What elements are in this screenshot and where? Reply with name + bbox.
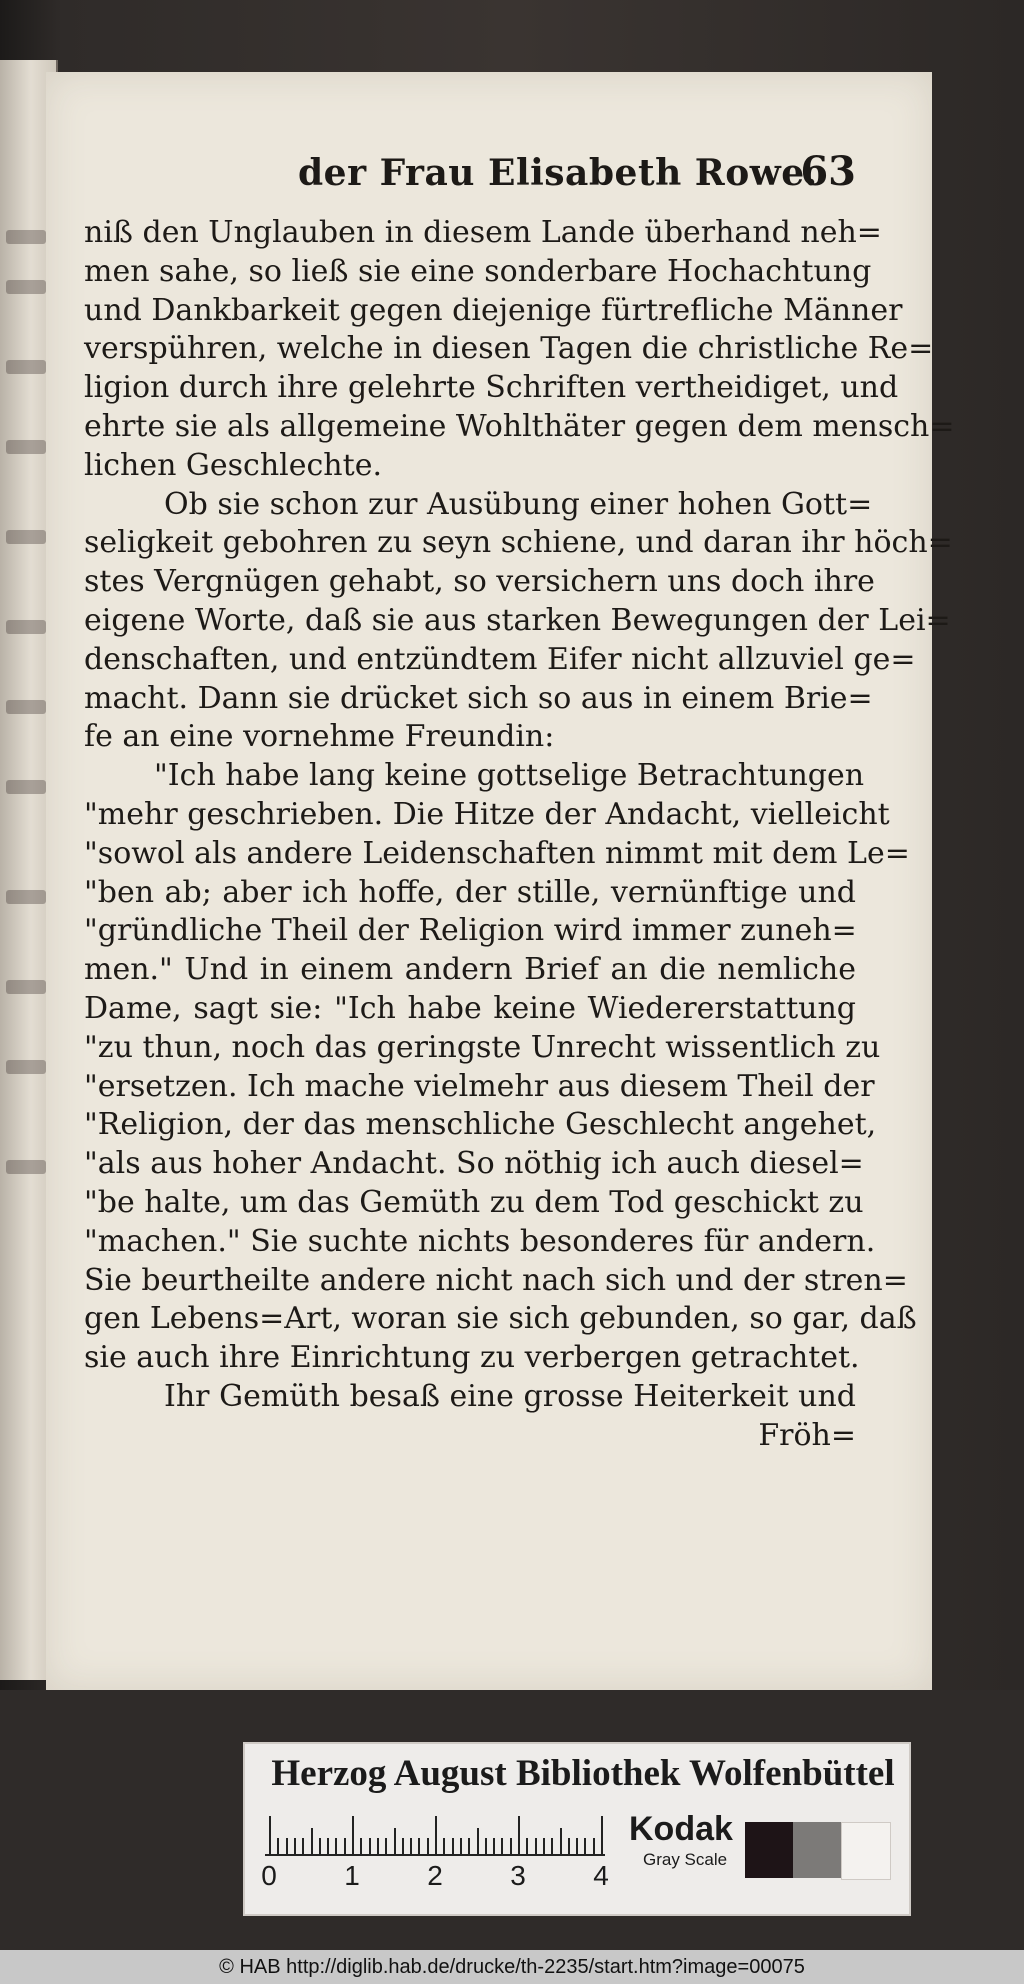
- text-line: stes Vergnügen gehabt, so versichern uns doch ihre: [84, 564, 875, 600]
- running-title: der Frau Elisabeth Rowe.: [298, 152, 818, 194]
- ruler-tick: [427, 1838, 429, 1856]
- ruler-tick: [394, 1828, 396, 1856]
- bleed-through-mark: [6, 890, 46, 904]
- text-line: niß den Unglauben in diesem Lande überhand neh=: [84, 215, 882, 250]
- ruler-label: 4: [593, 1860, 609, 1891]
- ruler-tick: [501, 1838, 503, 1856]
- text-line: verspühren, welche in diesen Tagen die christliche Re=: [84, 331, 934, 367]
- ruler-tick: [377, 1838, 379, 1856]
- text-line: Dame, sagt sie: "Ich habe keine Wiedererstattung: [84, 990, 856, 1026]
- ruler-tick: [302, 1838, 304, 1856]
- text-line: lichen Geschlechte.: [84, 447, 382, 483]
- text-line: "be halte, um das Gemüth zu dem Tod geschickt zu: [84, 1184, 864, 1220]
- ruler-tick: [593, 1838, 595, 1856]
- ruler-tick: [601, 1816, 603, 1856]
- ruler-tick: [335, 1838, 337, 1856]
- ruler-tick: [352, 1816, 354, 1856]
- ruler-tick: [535, 1838, 537, 1856]
- text-line: "Ich habe lang keine gottselige Betrachtungen: [154, 758, 865, 794]
- ruler-tick: [485, 1838, 487, 1856]
- ruler-tick: [452, 1838, 454, 1856]
- ruler-tick: [277, 1838, 279, 1856]
- bleed-through-mark: [6, 1060, 46, 1074]
- text-line: eigene Worte, daß sie aus starken Bewegungen der Lei=: [84, 602, 951, 638]
- bleed-through-mark: [6, 360, 46, 374]
- ruler-tick: [518, 1816, 520, 1856]
- bleed-through-mark: [6, 980, 46, 994]
- text-line: ligion durch ihre gelehrte Schriften vertheidiget, und: [84, 370, 899, 406]
- ruler-tick: [493, 1838, 495, 1856]
- text-line: men sahe, so ließ sie eine sonderbare Hochachtung: [84, 253, 872, 289]
- page-content: [84, 144, 955, 1456]
- ruler-tick: [385, 1838, 387, 1856]
- ruler-tick: [286, 1838, 288, 1856]
- ruler-tick: [460, 1838, 462, 1856]
- ruler-labels: [261, 1860, 625, 1896]
- kodak-logo: Kodak: [629, 1810, 733, 1848]
- ruler-tick: [319, 1838, 321, 1856]
- running-head: [84, 144, 856, 214]
- color-calibration-card: [243, 1742, 911, 1916]
- text-line: gen Lebens=Art, woran sie sich gebunden, so gar, daß: [84, 1301, 917, 1337]
- ruler-tick: [510, 1838, 512, 1856]
- text-line: "sowol als andere Leidenschaften nimmt mit dem Le=: [84, 835, 910, 871]
- text-line: ehrte sie als allgemeine Wohlthäter gegen dem mensch=: [84, 408, 955, 444]
- ruler-label: 2: [427, 1860, 443, 1891]
- gray-patch-mid: [793, 1822, 841, 1878]
- text-line: denschaften, und entzündtem Eifer nicht allzuviel ge=: [84, 641, 916, 677]
- gray-patch-dark: [745, 1822, 793, 1878]
- text-line: sie auch ihre Einrichtung zu verbergen getrachtet.: [84, 1340, 860, 1376]
- text-line: und Dankbarkeit gegen diejenige fürtrefliche Männer: [84, 292, 903, 328]
- page-number: 63: [800, 148, 856, 195]
- ruler-tick: [443, 1838, 445, 1856]
- ruler-tick: [294, 1838, 296, 1856]
- ruler-tick: [526, 1838, 528, 1856]
- text-line: "ersetzen. Ich mache vielmehr aus diesem Theil der: [84, 1068, 875, 1104]
- text-line: seligkeit gebohren zu seyn schiene, und daran ihr höch=: [84, 525, 953, 561]
- library-name: Herzog August Bibliothek Wolfenbüttel: [271, 1753, 895, 1794]
- catchword: Fröh=: [758, 1417, 856, 1453]
- text-line: "als aus hoher Andacht. So nöthig ich auch diesel=: [84, 1146, 864, 1182]
- body-text: [84, 214, 955, 1456]
- copyright-footer: [0, 1950, 1024, 1984]
- ruler-tick: [584, 1838, 586, 1856]
- ruler-tick: [369, 1838, 371, 1856]
- ruler-tick: [560, 1828, 562, 1856]
- ruler-tick: [311, 1828, 313, 1856]
- text-line: Ob sie schon zur Ausübung einer hohen Gott=: [164, 486, 873, 522]
- gray-patch-light: [841, 1822, 891, 1880]
- bleed-through-mark: [6, 440, 46, 454]
- bleed-through-mark: [6, 280, 46, 294]
- ruler-tick: [435, 1816, 437, 1856]
- ruler-tick: [418, 1838, 420, 1856]
- ruler-tick: [327, 1838, 329, 1856]
- bleed-through-mark: [6, 780, 46, 794]
- ruler-tick: [269, 1816, 271, 1856]
- text-line: "machen." Sie suchte nichts besonderes für andern.: [84, 1223, 876, 1259]
- text-line: Ihr Gemüth besaß eine grosse Heiterkeit und: [164, 1378, 856, 1414]
- ruler-tick: [360, 1838, 362, 1856]
- text-line: men." Und in einem andern Brief an die nemliche: [84, 952, 856, 988]
- ruler-tick: [344, 1838, 346, 1856]
- text-line: macht. Dann sie drücket sich so aus in einem Brie=: [84, 680, 873, 716]
- text-line: "mehr geschrieben. Die Hitze der Andacht, vielleicht: [84, 796, 890, 832]
- bleed-through-mark: [6, 1160, 46, 1174]
- copyright-text: © HAB http://diglib.hab.de/drucke/th-2235/start.htm?image=00075: [219, 1956, 805, 1978]
- text-line: "gründliche Theil der Religion wird immer zuneh=: [84, 913, 857, 949]
- ruler-label: 3: [510, 1860, 526, 1891]
- ruler-tick: [551, 1838, 553, 1856]
- ruler-label: 1: [344, 1860, 360, 1891]
- ruler-tick: [477, 1828, 479, 1856]
- text-line: Sie beurtheilte andere nicht nach sich und der stren=: [84, 1262, 908, 1298]
- bleed-through-mark: [6, 230, 46, 244]
- ruler-label: 0: [261, 1860, 277, 1891]
- ruler-tick: [410, 1838, 412, 1856]
- ruler-tick: [402, 1838, 404, 1856]
- bleed-through-mark: [6, 700, 46, 714]
- ruler-tick: [543, 1838, 545, 1856]
- ruler-tick: [468, 1838, 470, 1856]
- bleed-through-mark: [6, 620, 46, 634]
- text-line: "Religion, der das menschliche Geschlecht angehet,: [84, 1107, 877, 1143]
- text-line: "zu thun, noch das geringste Unrecht wissentlich zu: [84, 1029, 881, 1065]
- text-line: "ben ab; aber ich hoffe, der stille, vernünftige und: [84, 874, 856, 910]
- ruler-scale: [265, 1812, 605, 1856]
- bleed-through-mark: [6, 530, 46, 544]
- book-page: [46, 72, 955, 1690]
- ruler-tick: [576, 1838, 578, 1856]
- text-line: fe an eine vornehme Freundin:: [84, 719, 555, 755]
- gray-scale-label: Gray Scale: [643, 1850, 728, 1869]
- ruler-tick: [568, 1838, 570, 1856]
